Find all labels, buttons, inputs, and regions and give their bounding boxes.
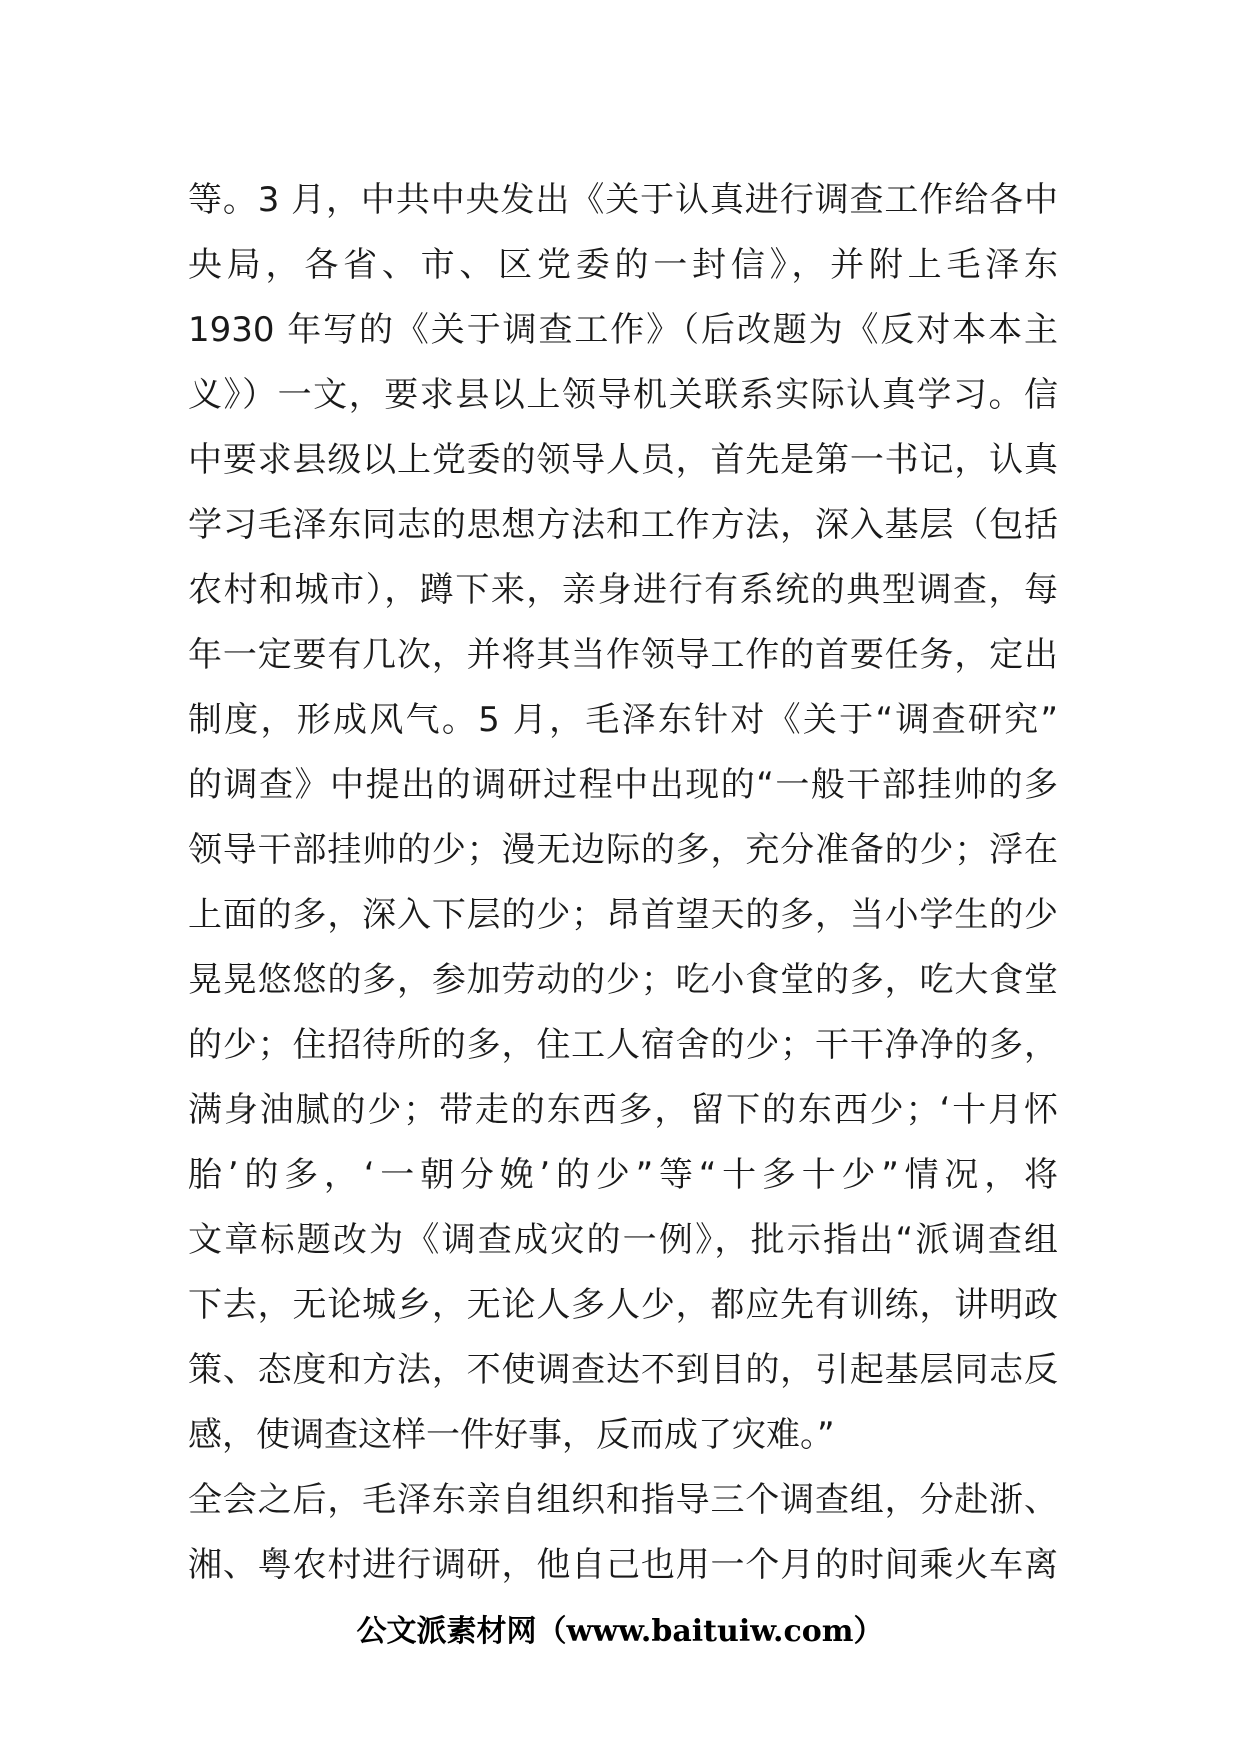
text-line: 感，使调查这样一件好事，反而成了灾难。”	[188, 1415, 835, 1455]
text-line: 满身油腻的少；带走的东西多，留下的东西少；‘十月怀	[188, 1090, 1058, 1130]
text-line: 等。3 月，中共中央发出《关于认真进行调查工作给各中	[188, 180, 1058, 220]
text-line: 胎’的多，‘一朝分娩’的少”等“十多十少”情况，将	[188, 1155, 1058, 1195]
text-line: 义》）一文，要求县以上领导机关联系实际认真学习。信	[188, 375, 1058, 415]
text-line: 湘、粤农村进行调研，他自己也用一个月的时间乘火车离	[188, 1545, 1058, 1585]
text-line: 的调查》中提出的调研过程中出现的“一般干部挂帅的多	[188, 765, 1058, 805]
text-line: 策、态度和方法，不使调查达不到目的，引起基层同志反	[188, 1350, 1058, 1390]
text-line: 农村和城市），蹲下来，亲身进行有系统的典型调查，每	[188, 570, 1058, 610]
text-line: 学习毛泽东同志的思想方法和工作方法，深入基层（包括	[188, 505, 1058, 545]
text-line: 1930 年写的《关于调查工作》（后改题为《反对本本主	[188, 310, 1058, 350]
text-line: 下去，无论城乡，无论人多人少，都应先有训练，讲明政	[188, 1285, 1058, 1325]
text-line: 年一定要有几次，并将其当作领导工作的首要任务，定出	[188, 635, 1058, 675]
text-line: 全会之后，毛泽东亲自组织和指导三个调查组，分赴浙、	[188, 1480, 1058, 1520]
text-line: 上面的多，深入下层的少；昂首望天的多，当小学生的少	[188, 895, 1058, 935]
text-line: 晃晃悠悠的多，参加劳动的少；吃小食堂的多，吃大食堂	[188, 960, 1058, 1000]
text-line: 中要求县级以上党委的领导人员，首先是第一书记，认真	[188, 440, 1058, 480]
body-text	[188, 168, 1058, 1598]
text-line: 领导干部挂帅的少；漫无边际的多，充分准备的少；浮在	[188, 830, 1058, 870]
text-line: 文章标题改为《调查成灾的一例》，批示指出“派调查组	[188, 1220, 1058, 1260]
text-line: 央局，各省、市、区党委的一封信》，并附上毛泽东	[188, 245, 1058, 285]
text-line: 制度，形成风气。5 月，毛泽东针对《关于“调查研究”	[188, 700, 1058, 740]
text-line: 的少；住招待所的多，住工人宿舍的少；干干净净的多，	[188, 1025, 1058, 1065]
footer-source-label: 公文派素材网（www.baituiw.com）	[356, 1614, 884, 1649]
